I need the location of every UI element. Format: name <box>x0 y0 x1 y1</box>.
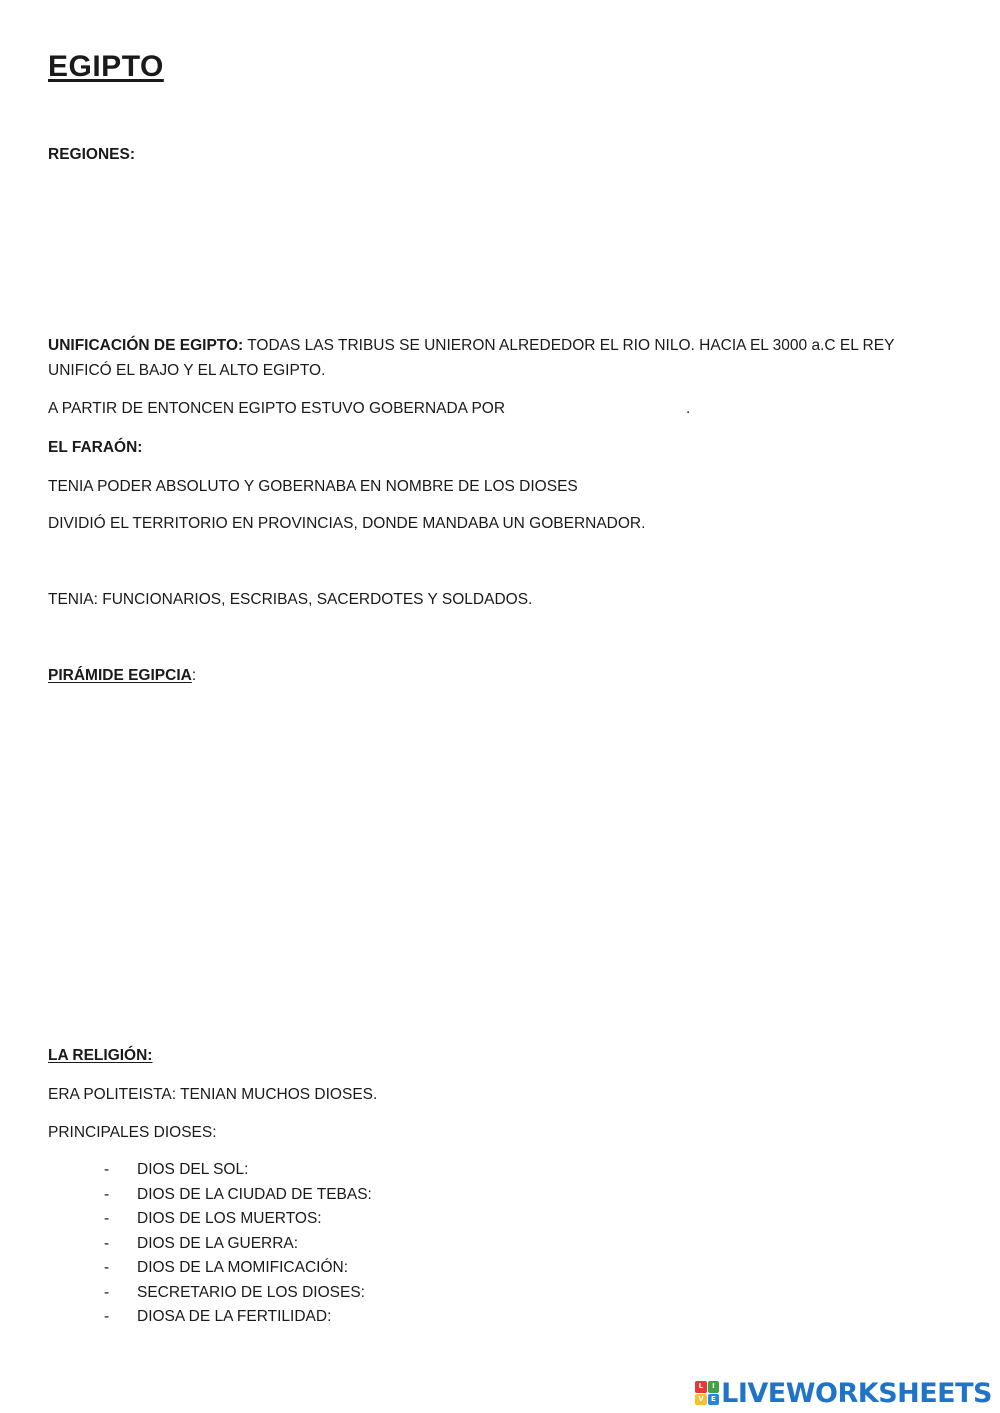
farao-line1: TENIA PODER ABSOLUTO Y GOBERNABA EN NOMBRE DE LOS DIOSES <box>48 478 578 495</box>
logo-square: I <box>708 1381 720 1393</box>
page-title: EGIPTO <box>48 50 164 83</box>
bullet-dash: - <box>104 1185 110 1203</box>
religion-line2: PRINCIPALES DIOSES: <box>48 1124 217 1141</box>
dios-label: SECRETARIO DE LOS DIOSES: <box>137 1283 365 1301</box>
unificacion-line1: TODAS LAS TRIBUS SE UNIERON ALREDEDOR EL RIO NILO. HACIA EL 3000 a.C EL REY <box>243 337 895 354</box>
bullet-dash: - <box>104 1234 110 1252</box>
dios-label: DIOS DE LA CIUDAD DE TEBAS: <box>137 1185 372 1203</box>
dios-label: DIOS DEL SOL: <box>137 1161 249 1178</box>
dios-label: DIOSA DE LA FERTILIDAD: <box>137 1308 332 1325</box>
gobernada-por-line: A PARTIR DE ENTONCEN EGIPTO ESTUVO GOBERNADA POR <box>48 400 506 417</box>
bullet-dash: - <box>104 1259 110 1276</box>
logo-grid-icon <box>695 1381 719 1405</box>
bullet-dash: - <box>104 1308 110 1325</box>
religion-heading: LA RELIGIÓN: <box>48 1047 153 1064</box>
bullet-dash: - <box>104 1161 110 1178</box>
farao-heading: EL FARAÓN: <box>48 439 143 456</box>
piramide-heading: PIRÁMIDE EGIPCIA <box>48 667 192 684</box>
piramide-heading-row <box>48 664 196 688</box>
unificacion-paragraph <box>48 334 894 358</box>
logo-square: V <box>695 1394 707 1406</box>
gobernada-por-end: . <box>686 400 691 417</box>
liveworksheets-logo[interactable] <box>695 1376 992 1410</box>
dios-label: DIOS DE LA GUERRA: <box>137 1234 299 1252</box>
logo-text: LIVEWORKSHEETS <box>721 1377 992 1409</box>
bullet-dash: - <box>104 1210 110 1227</box>
dios-label: DIOS DE LA MOMIFICACIÓN: <box>137 1259 348 1276</box>
logo-square: L <box>695 1381 707 1393</box>
piramide-colon: : <box>191 667 197 684</box>
dios-label: DIOS DE LOS MUERTOS: <box>137 1210 322 1227</box>
regiones-heading: REGIONES: <box>48 146 135 163</box>
farao-line2: DIVIDIÓ EL TERRITORIO EN PROVINCIAS, DONDE MANDABA UN GOBERNADOR. <box>48 515 646 532</box>
religion-line1: ERA POLITEISTA: TENIAN MUCHOS DIOSES. <box>48 1086 378 1103</box>
unificacion-line2: UNIFICÓ EL BAJO Y EL ALTO EGIPTO. <box>48 362 326 379</box>
logo-square: E <box>708 1394 720 1406</box>
farao-line3: TENIA: FUNCIONARIOS, ESCRIBAS, SACERDOTES Y SOLDADOS. <box>48 591 533 608</box>
bullet-dash: - <box>104 1283 110 1301</box>
unificacion-heading: UNIFICACIÓN DE EGIPTO: <box>48 337 244 354</box>
